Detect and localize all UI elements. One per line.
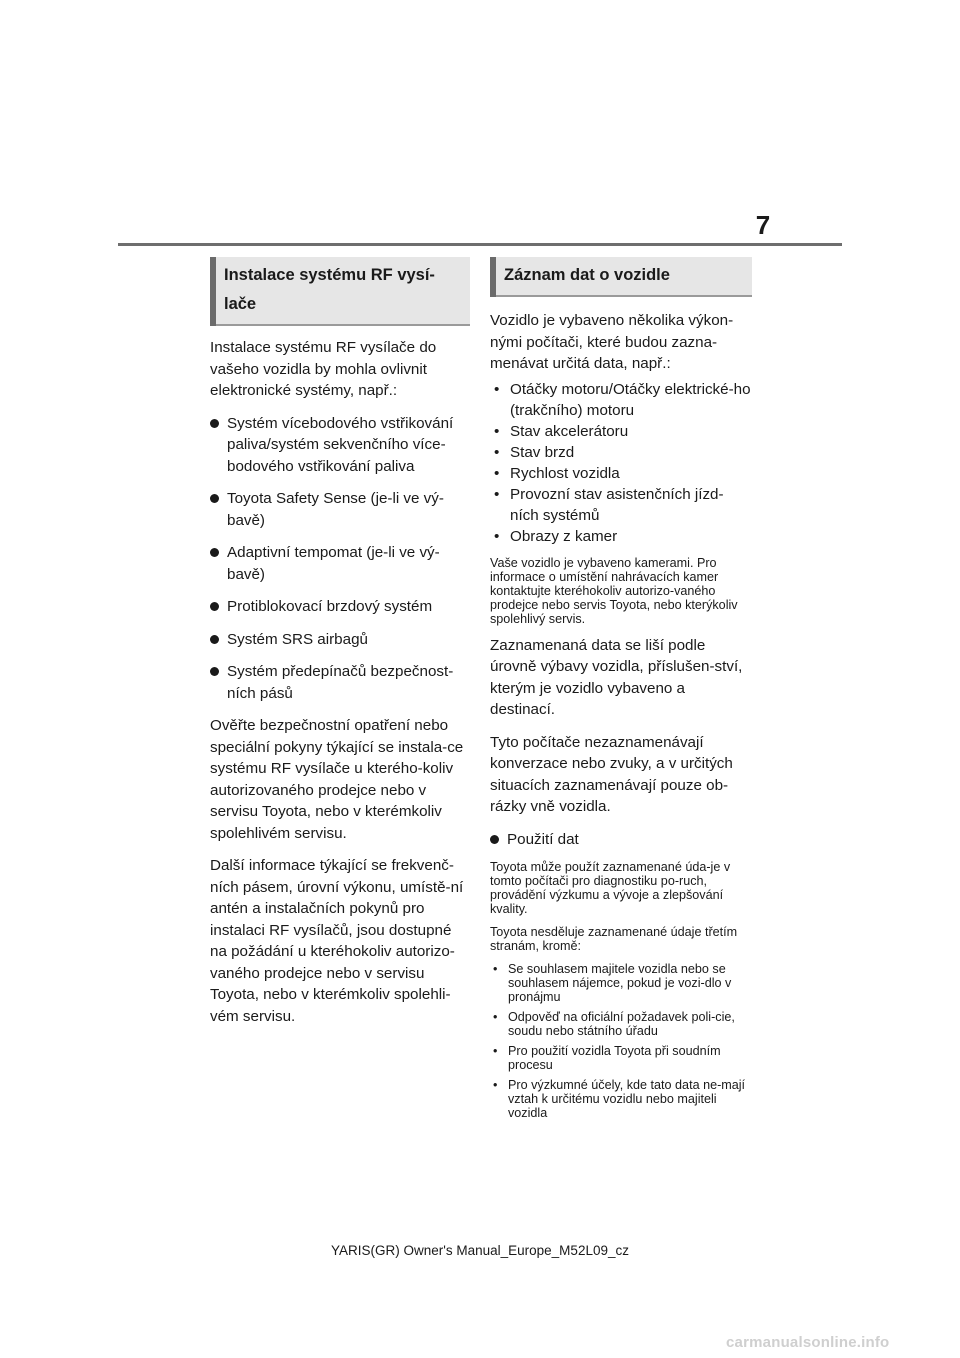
list-item: • Se souhlasem majitele vozidla nebo se souhlasem nájemce, pokud je vozi-dlo v pronájmu [493,962,732,1004]
list-item: • Provozní stav asistenčních jízd-ních systémů [494,485,724,524]
list-item: • Pro použití vozidla Toyota při soudním procesu [493,1044,721,1072]
list-item: • Otáčky motoru/Otáčky elektrické-ho (trakčního) motoru [494,380,751,419]
section-heading-data: Záznam dat o vozidle [490,257,752,297]
right-column [490,257,752,1126]
rf-paragraph-info: Další informace týkající se frekvenč-ních pásem, úrovní výkonu, umístě-ní antén a instalačních pokynů pro instalaci RF vysílačů, jsou dostupné na požádání u kteréhokoliv autorizo-vaného prodejce nebo v servisu Toyota, nebo v kterémkoliv spolehli-vém servisu. [210,857,464,1025]
page-number: 7 [755,210,771,240]
disclosure-list [490,962,752,1120]
page-footer: YARIS(GR) Owner's Manual_Europe_M52L09_cz [331,1243,629,1258]
bullet-dot-icon [490,835,499,844]
rf-systems-list [210,413,470,705]
rf-paragraph-safety: Ověřte bezpečnostní opatření nebo speciální pokyny týkající se instala-ce systému RF vysílače u kterého-koliv autorizovaného prodejce nebo v servisu Toyota, nebo v kterémkoliv spolehlivém servisu. [210,717,464,842]
watermark: carmanualsonline.info [726,1334,890,1351]
list-item: Adaptivní tempomat (je-li ve vý-bavě) [210,542,470,585]
rf-intro: Instalace systému RF vysílače do vašeho vozidla by mohla ovlivnit elektronické systémy, např.: [210,339,437,399]
data-paragraph-sounds: Tyto počítače nezaznamenávají konverzace nebo zvuky, a v určitých situacích zaznamenávají pouze ob-rázky vně vozidla. [490,733,733,815]
bullet-dot-icon [210,667,219,676]
bullet-dot-icon [210,494,219,503]
use-text-1: Toyota může použít zaznamenané úda-je v tomto počítači pro diagnostiku po-ruch, provádění výzkumu a vývoje a zlepšování kvality. [490,860,731,916]
use-text-2: Toyota nesděluje zaznamenané údaje třetím stranám, kromě: [490,925,738,953]
bullet-dot-icon [210,419,219,428]
list-item: • Obrazy z kamer [494,527,618,545]
list-item: Systém vícebodového vstřikování paliva/systém sekvenčního více-bodového vstřikování paliva [210,413,470,478]
list-item: • Pro výzkumné účely, kde tato data ne-mají vztah k určitému vozidlu nebo majiteli vozidla [493,1078,746,1120]
list-item: • Odpověď na oficiální požadavek poli-cie, soudu nebo státního úřadu [493,1010,735,1038]
bullet-dot-icon [210,548,219,557]
list-item: • Stav akcelerátoru [494,422,629,440]
recorded-data-list [490,379,752,547]
header-rule [118,243,842,246]
list-item: Systém předepínačů bezpečnost-ních pásů [210,661,470,704]
bullet-dot-icon [210,635,219,644]
section-heading-rf: Instalace systému RF vysí-lače [210,257,470,326]
data-intro: Vozidlo je vybaveno několika výkon-nými počítači, které budou zazna-menávat určitá data, např.: [490,312,734,372]
bullet-dot-icon [210,602,219,611]
list-item: Toyota Safety Sense (je-li ve vý-bavě) [210,488,470,531]
list-item: • Rychlost vozidla [494,464,620,482]
list-item: Protiblokovací brzdový systém [210,596,470,618]
list-item: Systém SRS airbagů [210,629,470,651]
camera-note: Vaše vozidlo je vybaveno kamerami. Pro informace o umístění nahrávacích kamer kontaktujte kteréhokoliv autorizo-vaného prodejce nebo servis Toyota, nebo kterýkoliv spolehlivý servis. [490,555,738,626]
use-heading: Použití dat [490,829,752,851]
left-column [210,257,470,1038]
list-item: • Stav brzd [494,443,575,461]
data-paragraph-levels: Zaznamenaná data se liší podle úrovně výbavy vozidla, příslušen-ství, kterým je vozidlo vybaveno a destinací. [490,636,743,718]
